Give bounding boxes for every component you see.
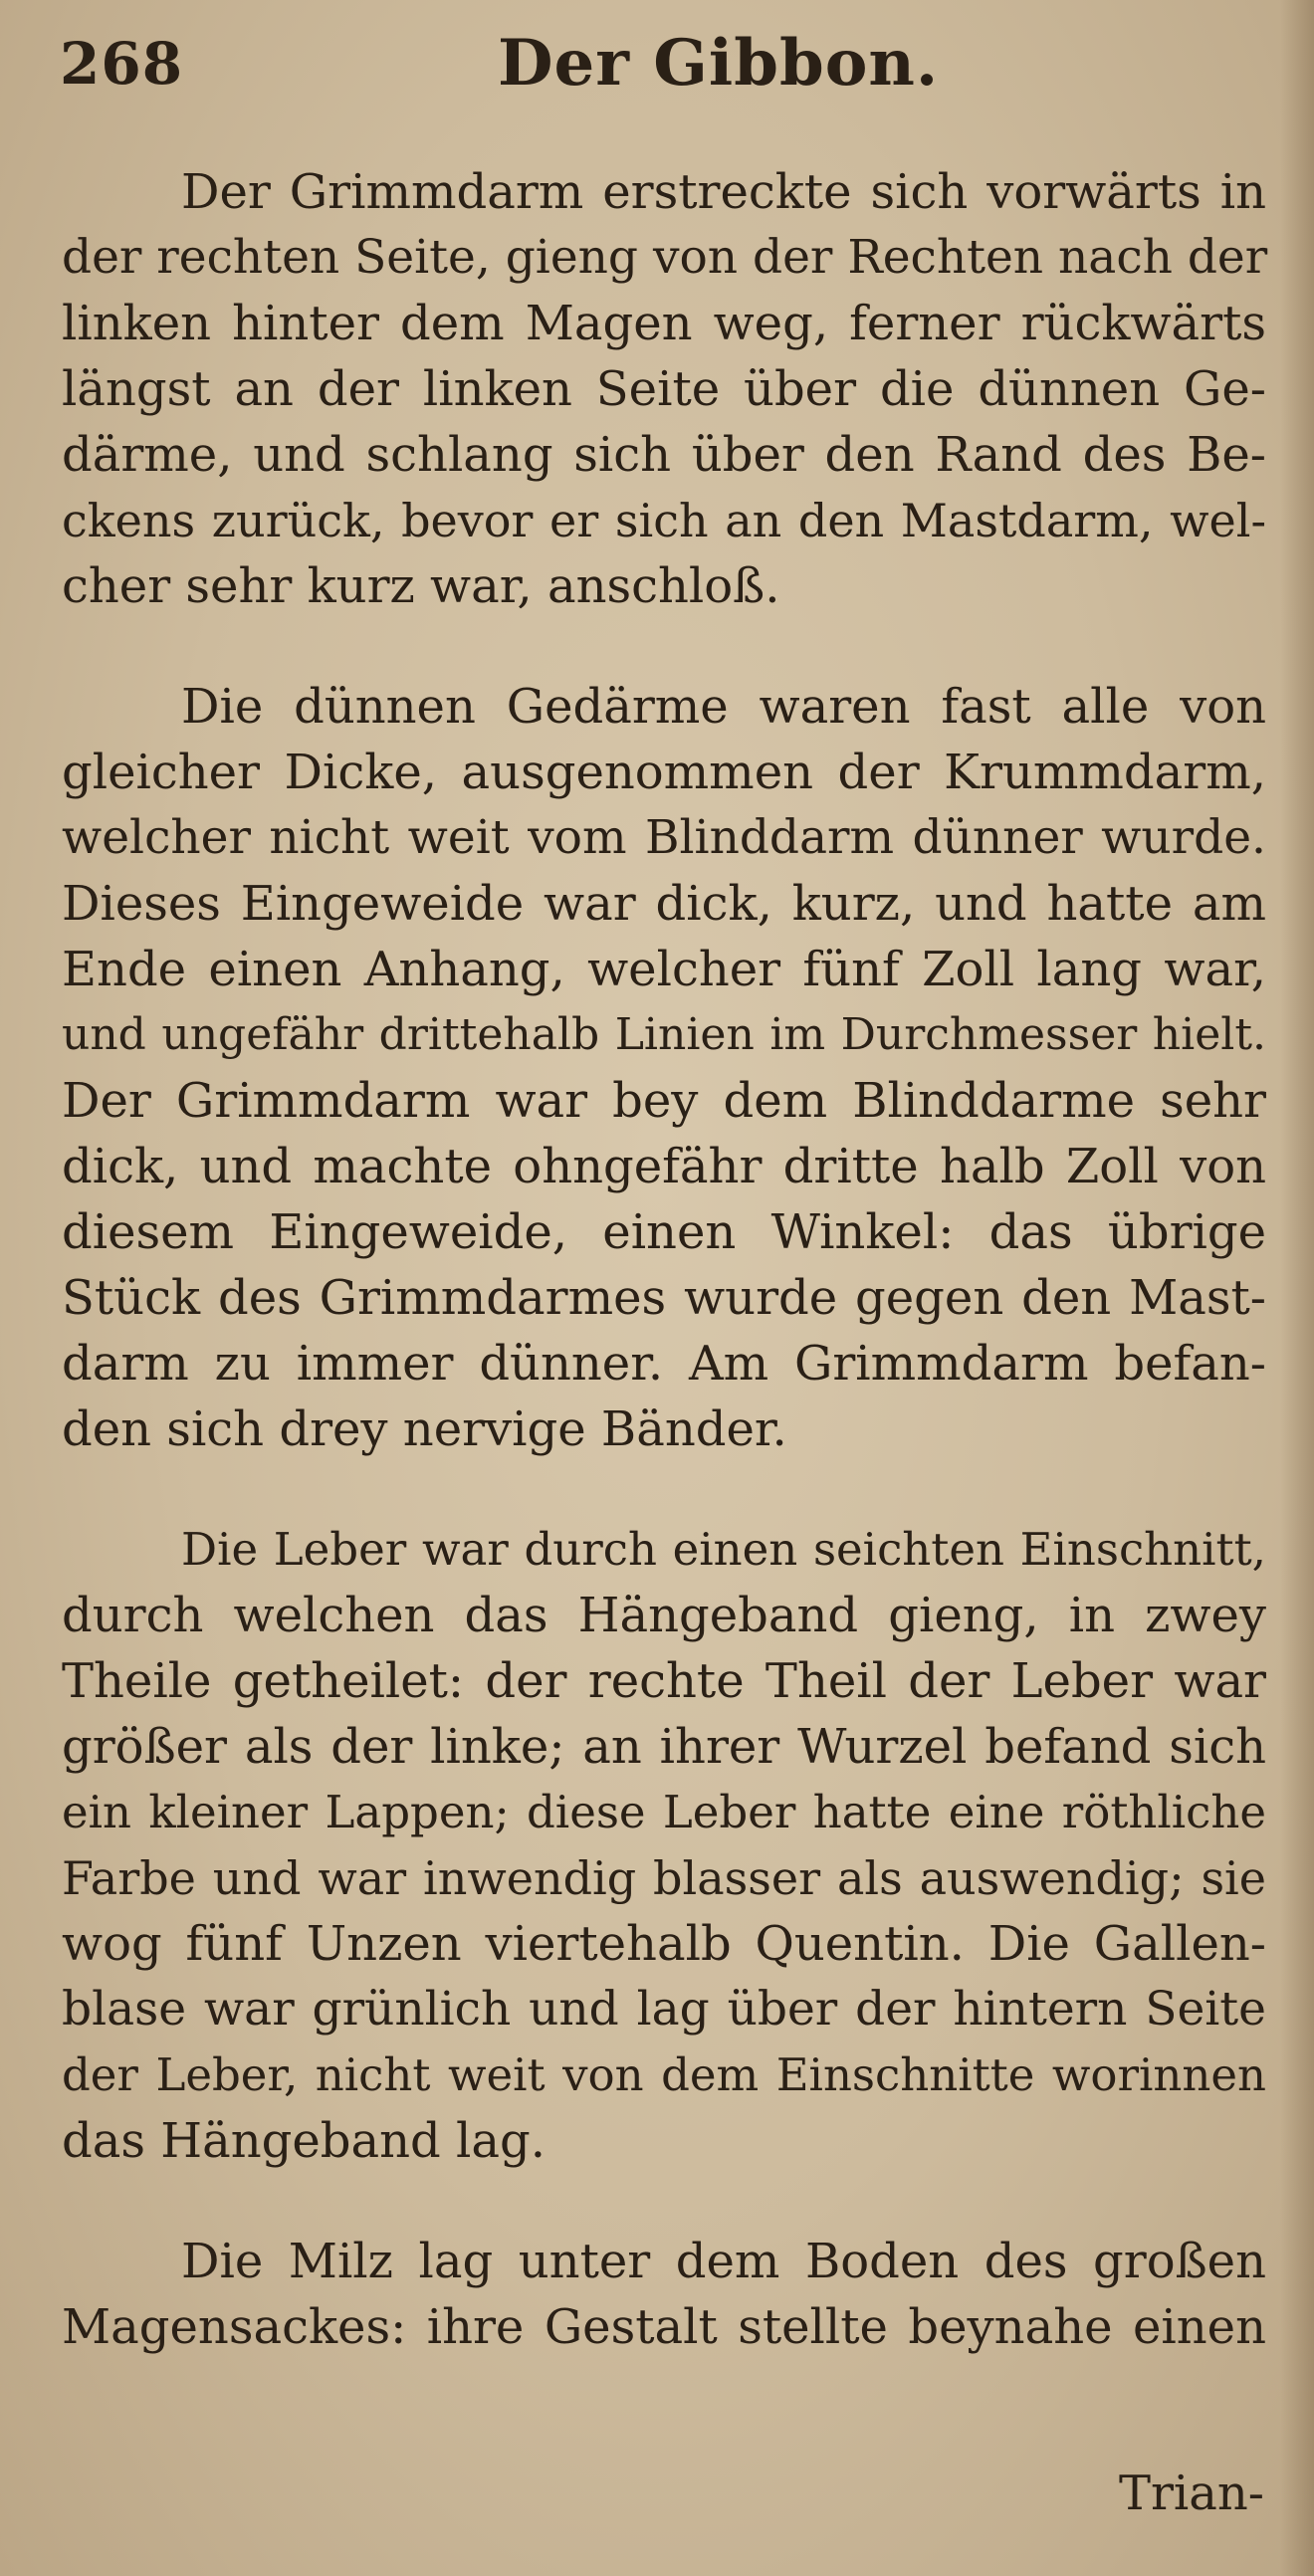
page-edge-shadow [1280, 0, 1314, 2576]
text-line: der rechten Seite, gieng von der Rechten nach der [62, 230, 1268, 285]
text-line: diesem Eingeweide, einen Winkel: das übrige [62, 1204, 1266, 1260]
text-line: der Leber, nicht weit von dem Einschnitte worinnen [62, 2048, 1266, 2101]
text-line: därme, und schlang sich über den Rand des Be- [62, 427, 1266, 483]
text-line: Die dünnen Gedärme waren fast alle von [181, 679, 1266, 735]
text-line: Ende einen Anhang, welcher fünf Zoll lang war, [62, 942, 1266, 997]
text-line: gleicher Dicke, ausgenommen der Krummdarm, [62, 745, 1266, 800]
text-line: Die Leber war durch einen seichten Einschnitt, [181, 1523, 1266, 1576]
text-line: blase war grünlich und lag über der hintern Seite [62, 1982, 1266, 2037]
text-line: ckens zurück, bevor er sich an den Mastdarm, wel- [62, 494, 1266, 547]
text-line: Magensackes: ihre Gestalt stellte beynahe einen [62, 2299, 1266, 2355]
text-line: cher sehr kurz war, anschloß. [62, 558, 780, 614]
text-line: Der Grimmdarm war bey dem Blinddarme sehr [62, 1073, 1266, 1129]
text-line: dick, und machte ohngefähr dritte halb Zoll von [62, 1139, 1266, 1194]
text-line: den sich drey nervige Bänder. [62, 1401, 787, 1457]
body-text [62, 159, 1266, 2360]
text-line: wog fünf Unzen viertehalb Quentin. Die Gallen- [62, 1916, 1266, 1972]
text-line: Stück des Grimmdarmes wurde gegen den Mast- [62, 1270, 1266, 1326]
text-line: und ungefähr drittehalb Linien im Durchmesser hielt. [62, 1009, 1266, 1060]
text-line: Der Grimmdarm erstreckte sich vorwärts in [181, 164, 1266, 220]
text-line: größer als der linke; an ihrer Wurzel befand sich [62, 1719, 1266, 1775]
text-line: durch welchen das Hängeband gieng, in zwey [62, 1588, 1266, 1643]
text-line: das Hängeband lag. [62, 2113, 546, 2169]
text-line: längst an der linken Seite über die dünnen Ge- [62, 361, 1266, 417]
text-line: welcher nicht weit vom Blinddarm dünner wurde. [62, 810, 1266, 865]
paragraph-2 [62, 674, 1266, 1462]
text-line: darm zu immer dünner. Am Grimmdarm befan- [62, 1336, 1266, 1392]
paragraph-1 [62, 159, 1266, 619]
catchword: Trian- [1118, 2466, 1264, 2521]
paragraph-3 [62, 1517, 1266, 2174]
text-line: linken hinter dem Magen weg, ferner rückwärts [62, 296, 1266, 351]
text-line: ein kleiner Lappen; diese Leber hatte eine röthliche [62, 1786, 1266, 1838]
running-head: Der Gibbon. [498, 26, 940, 101]
text-line: Die Milz lag unter dem Boden des großen [181, 2234, 1266, 2289]
text-line: Dieses Eingeweide war dick, kurz, und hatte am [62, 876, 1266, 932]
page-number: 268 [60, 30, 184, 98]
page-header [60, 26, 1264, 119]
paragraph-4 [62, 2229, 1266, 2360]
text-line: Farbe und war inwendig blasser als auswendig; sie [62, 1851, 1266, 1905]
text-line: Theile getheilet: der rechte Theil der Leber war [62, 1653, 1266, 1709]
